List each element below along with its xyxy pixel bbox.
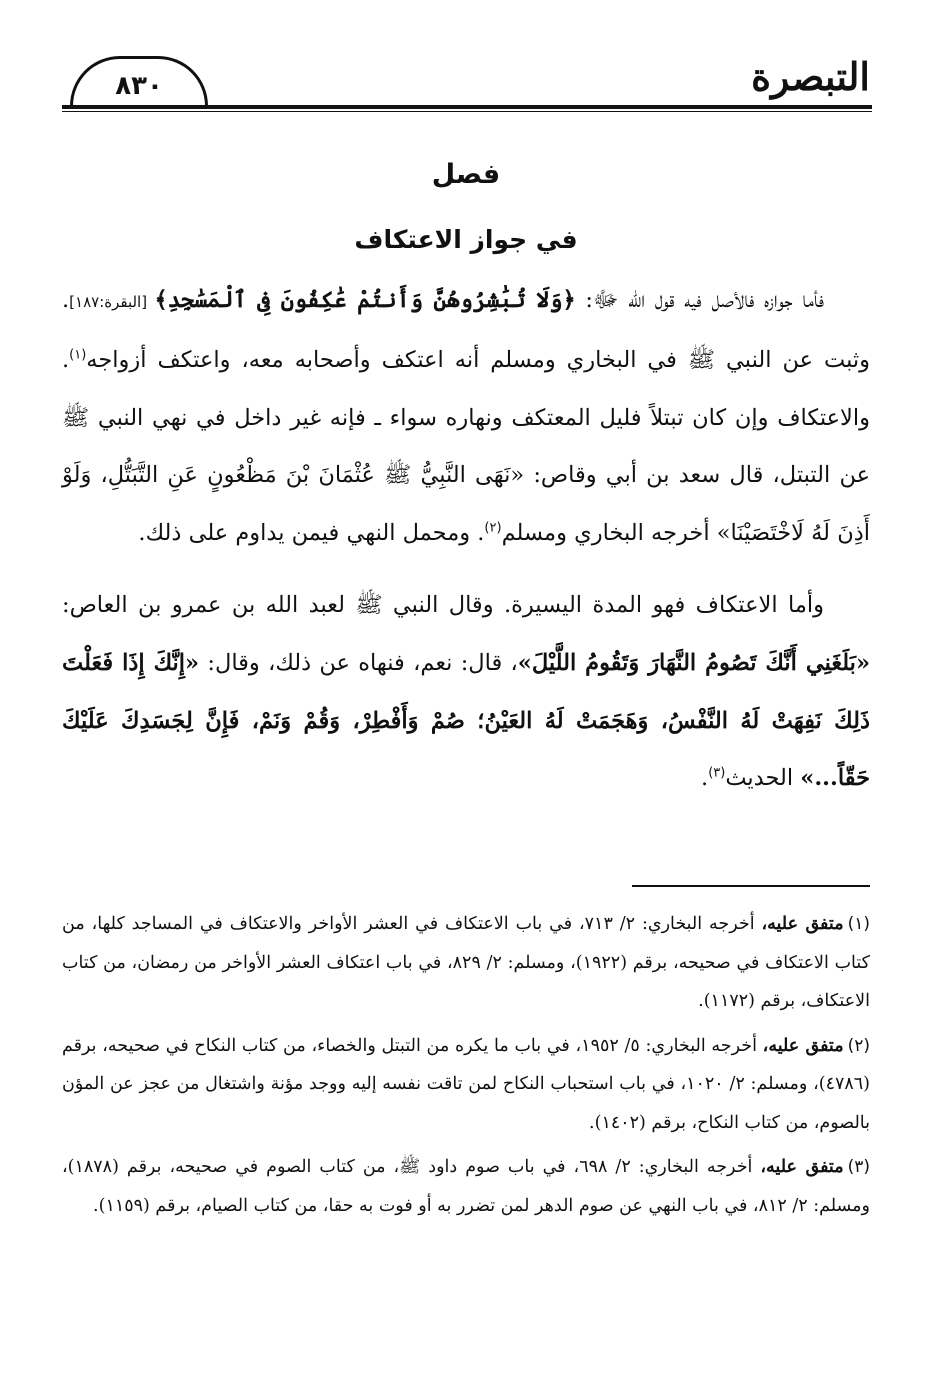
footnote-lead: متفق عليه، [761, 914, 844, 934]
book-title-logo: التبصرة [751, 54, 870, 99]
text-segment: . ومحمل النهي فيمن يداوم على ذلك. [138, 520, 485, 547]
quran-verse: ﴿وَلَا تُبَٰشِرُوهُنَّ وَأَنتُمْ عَٰكِفُونَ فِى ٱلْمَسَٰجِدِ﴾ [154, 287, 576, 313]
footnote-1 [62, 905, 870, 1021]
hadith-quote: «بَلَغَنِي أَنَّكَ تَصُومُ النَّهَارَ وَتَقُومُ اللَّيْلَ» [517, 649, 871, 676]
text-segment: . والاعتكاف وإن كان تبتلاً فليل المعتكف ونهاره سواء ـ فإنه غير داخل في نهي النبي ﷺ عن التبتل، قال سعد بن أبي وقاص: «نَهَى النَّبِيُّ ﷺ عُثْمَانَ بْنَ مَظْعُونٍ عَنِ التَّبَتُّلِ، وَلَوْ أَذِنَ لَهُ لَاخْتَصَيْنَا» أخرجه البخاري ومسلم [62, 346, 870, 547]
section-title: في جواز الاعتكاف [354, 225, 578, 254]
hadith-quote: «إِنَّكَ إِذَا فَعَلْتَ ذَلِكَ نَفِهَتْ لَهُ النَّفْسُ، وَهَجَمَتْ لَهُ العَيْنُ؛ صُمْ وَأَفْطِرْ، وَقُمْ وَنَمْ، فَإِنَّ لِجَسَدِكَ عَلَيْكَ حَقّاً...» [62, 649, 870, 792]
footnotes [62, 905, 870, 1231]
header-rule-thin [62, 111, 872, 112]
footnote-number: (٢) [847, 1035, 870, 1056]
footnote-3 [62, 1148, 870, 1225]
page-header [62, 52, 872, 114]
text-segment: الحديث [725, 765, 801, 792]
footnote-marker-1[interactable]: (١) [69, 347, 87, 363]
text-segment: فأما جوازه فالأصل فيه قول الله ﷻ: [575, 287, 824, 313]
footnote-marker-2[interactable]: (٢) [484, 520, 502, 536]
paragraph-2 [62, 577, 870, 808]
footnote-text: أخرجه البخاري: ٢/ ٧١٣، في باب الاعتكاف في العشر الأواخر والاعتكاف في المساجد كلها، من كتاب الاعتكاف في صحيحه، برقم (١٩٢٢)، ومسلم: ٢/ ٨٢٩، في باب اعتكاف العشر الأواخر من رمضان، من كتاب الاعتكاف، برقم (١١٧٢). [62, 914, 870, 1011]
page-number-frame [70, 56, 208, 106]
page-number: ٨٣٠ [115, 70, 163, 101]
footnote-text: أخرجه البخاري: ٢/ ٦٩٨، في باب صوم داود ﷺ، من كتاب الصوم في صحيحه، برقم (١٨٧٨)، ومسلم: ٢/ ٨١٢، في باب النهي عن صوم الدهر لمن تضرر به أو فوت به حقا، من كتاب الصيام، برقم (١١٥٩). [62, 1157, 870, 1216]
footnote-number: (١) [847, 914, 870, 934]
footnote-marker-3[interactable]: (٣) [708, 765, 726, 781]
header-rule [62, 105, 872, 109]
body-text [62, 272, 870, 808]
text-segment: . وثبت عن النبي ﷺ في البخاري ومسلم أنه اعتكف وأصحابه معه، واعتكف أزواجه [62, 287, 870, 373]
text-segment: . [701, 765, 709, 792]
verse-reference: [البقرة:١٨٧] [69, 293, 155, 311]
footnote-text: أخرجه البخاري: ٥/ ١٩٥٢، في باب ما يكره من التبتل والخصاء، من كتاب النكاح في صحيحه، برقم (٤٧٨٦)، ومسلم: ٢/ ١٠٢٠، في باب استحباب النكاح لمن تاقت نفسه إليه ووجد مؤنة واشتغال من عجز عن المؤن بالصوم، من كتاب النكاح، برقم (١٤٠٢). [62, 1035, 870, 1133]
paragraph-1 [62, 272, 870, 563]
footnote-2 [62, 1027, 870, 1143]
footnote-separator [632, 885, 870, 887]
footnote-lead: متفق عليه، [762, 1035, 844, 1056]
text-segment: وأما الاعتكاف فهو المدة اليسيرة. وقال النبي ﷺ لعبد الله بن عمرو بن العاص: [62, 591, 824, 618]
text-segment: ، قال: نعم، فنهاه عن ذلك، وقال: [199, 649, 518, 676]
section-label: فصل [431, 159, 501, 190]
footnote-lead: متفق عليه، [760, 1157, 844, 1177]
footnote-number: (٣) [847, 1157, 871, 1177]
